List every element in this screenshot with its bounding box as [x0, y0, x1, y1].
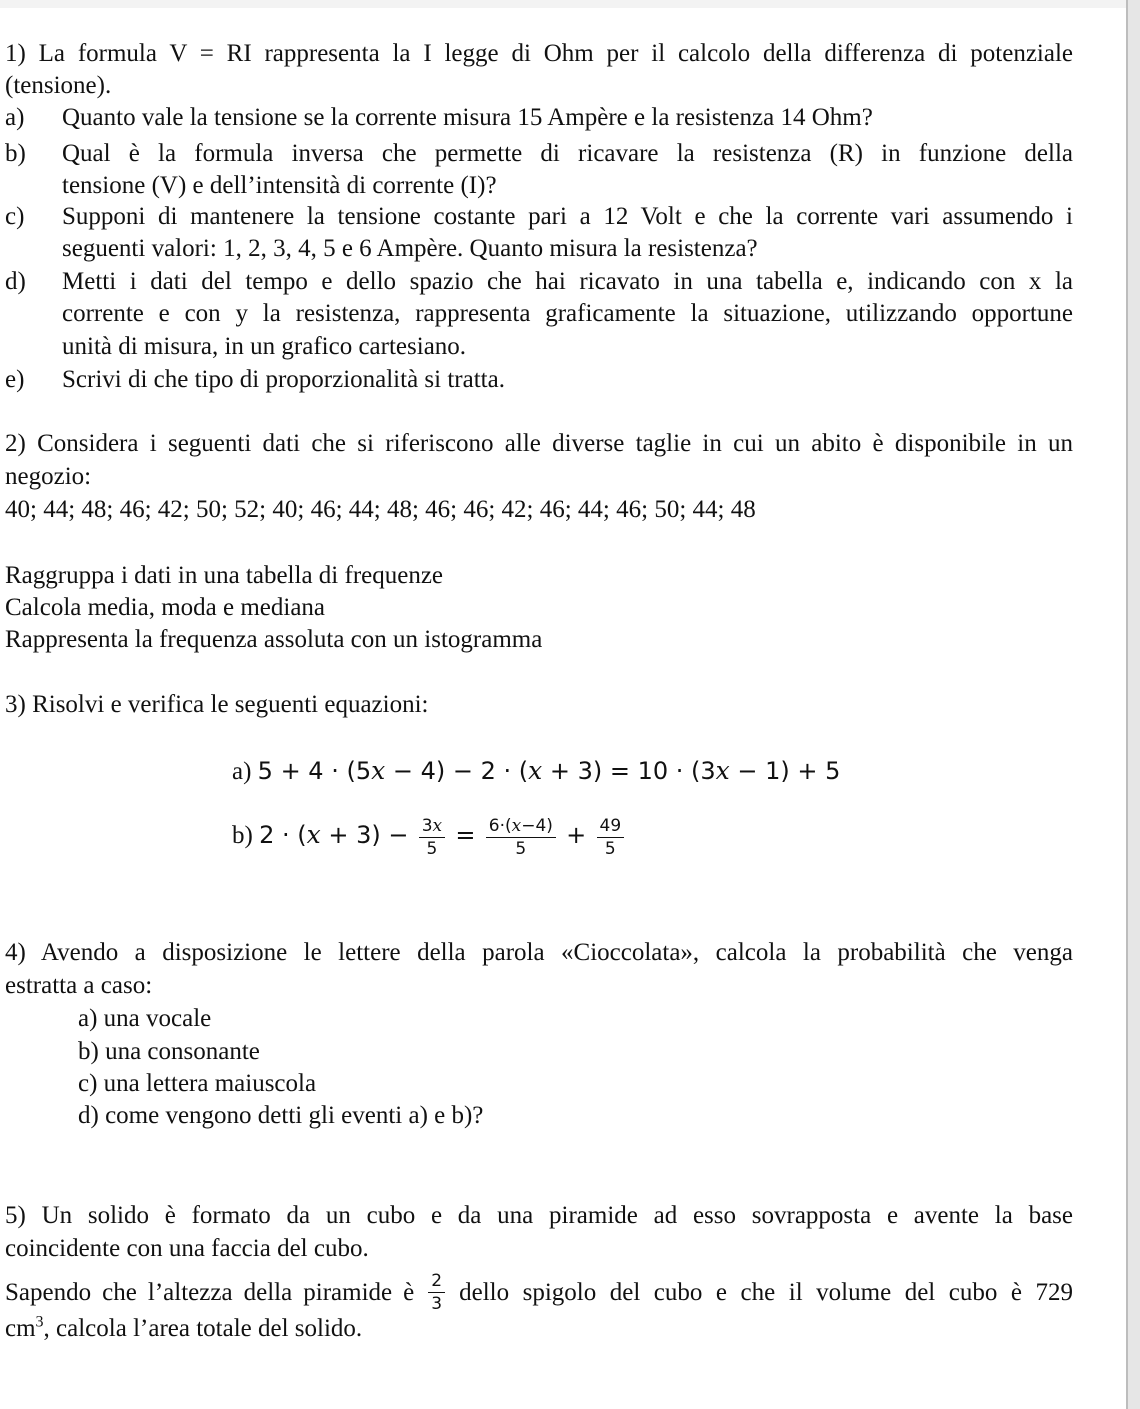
q2-task-frequency-table: Raggruppa i dati in una tabella di frequenze	[5, 562, 444, 589]
q1-intro-line-1: 1) La formula V = RI rappresenta la I legge di Ohm per il calcolo della differenza di potenziale	[5, 40, 1073, 67]
q2-intro-line-1: 2) Considera i seguenti dati che si riferiscono alle diverse taglie in cui un abito è disponibile in un	[5, 430, 1073, 457]
q5-intro-line-1: 5) Un solido è formato da un cubo e da una piramide ad esso sovrapposta e avente la base	[5, 1202, 1073, 1229]
q1-a-label: a)	[5, 104, 25, 131]
q1-c-line-2: seguenti valori: 1, 2, 3, 4, 5 e 6 Ampère. Quanto misura la resistenza?	[62, 235, 758, 262]
q1-b-line-2: tensione (V) e dell’intensità di corrente (I)?	[62, 172, 497, 199]
q1-e-text: Scrivi di che tipo di proporzionalità si tratta.	[62, 366, 505, 393]
q5-line-3-end: dello spigolo del cubo e che il volume del cubo è 729	[459, 1279, 1073, 1306]
q2-intro-line-2: negozio:	[5, 463, 92, 490]
page-right-edge	[1126, 0, 1140, 1409]
q3-b-eq-part-1: 2 · (	[259, 821, 307, 850]
q5-line-4	[5, 1313, 362, 1344]
q3-b-label: b)	[232, 822, 253, 850]
q3-b-plus: +	[566, 821, 587, 850]
q3-b-fraction-2: $\frac{6\cdot(x-4)}{5}$	[486, 815, 556, 860]
q4-intro-line-2: estratta a caso:	[5, 972, 153, 999]
q5-fraction: $\frac{2}{3}$	[428, 1270, 445, 1315]
q2-data-values: 40; 44; 48; 46; 42; 50; 52; 40; 46; 44; 48; 46; 46; 42; 46; 44; 46; 50; 44; 48	[5, 496, 756, 523]
page-top-edge	[0, 0, 1126, 8]
q3-a-equation	[232, 755, 840, 787]
q4-item-c: c) una lettera maiuscola	[78, 1070, 317, 1097]
q3-a-eq-part-3: + 3) = 10 · (3	[542, 757, 716, 785]
q3-intro: 3) Risolvi e verifica le seguenti equazioni:	[5, 691, 429, 718]
q3-b-fraction-3: $\frac{49}{5}$	[597, 815, 625, 860]
q3-b-eq-part-2: + 3) −	[320, 821, 409, 850]
q3-a-var-1: x	[371, 756, 386, 785]
q3-a-var-3: x	[715, 756, 730, 785]
q1-d-line-2: corrente e con y la resistenza, rappresenta graficamente la situazione, utilizzando opportune	[62, 300, 1073, 327]
q3-a-eq-part-4: − 1) + 5	[729, 757, 841, 785]
q2-task-mean-mode-median: Calcola media, moda e mediana	[5, 594, 326, 621]
q1-a-text: Quanto vale la tensione se la corrente misura 15 Ampère e la resistenza 14 Ohm?	[62, 104, 873, 131]
q1-b-label: b)	[5, 140, 26, 167]
q5-unit-exponent: 3	[35, 1313, 44, 1331]
q1-c-label: c)	[5, 203, 25, 230]
q2-task-histogram: Rappresenta la frequenza assoluta con un istogramma	[5, 626, 543, 653]
q3-b-fraction-1: $\frac{3x}{5}$	[419, 815, 445, 860]
q1-e-label: e)	[5, 366, 25, 393]
q5-intro-line-2: coincidente con una faccia del cubo.	[5, 1235, 369, 1262]
q4-intro-line-1: 4) Avendo a disposizione le lettere della parola «Cioccolata», calcola la probabilità che venga	[5, 939, 1073, 966]
q5-line-3	[5, 1270, 1073, 1315]
q5-line-3-start: Sapendo che l’altezza della piramide è	[5, 1279, 415, 1306]
q5-line-4-rest: , calcola l’area totale del solido.	[43, 1315, 363, 1342]
q3-b-equation	[232, 815, 628, 860]
q1-c-line-1: Supponi di mantenere la tensione costante pari a 12 Volt e che la corrente vari assumendo i	[62, 203, 1073, 230]
q4-item-a: a) una vocale	[78, 1005, 212, 1032]
q1-d-line-3: unità di misura, in un grafico cartesiano.	[62, 333, 467, 360]
q3-a-eq-part-1: 5 + 4 · (5	[257, 757, 372, 785]
q3-a-eq-part-2: − 4) − 2 · (	[385, 757, 529, 785]
q1-d-label: d)	[5, 268, 26, 295]
q4-item-d: d) come vengono detti gli eventi a) e b)?	[78, 1102, 484, 1129]
q3-a-label: a)	[232, 758, 252, 785]
q3-b-var-1: x	[306, 820, 321, 850]
q3-b-equals: =	[455, 821, 476, 850]
q1-b-line-1: Qual è la formula inversa che permette di ricavare la resistenza (R) in funzione della	[62, 140, 1073, 167]
q4-item-b: b) una consonante	[78, 1038, 260, 1065]
q1-intro-line-2: (tensione).	[5, 72, 112, 99]
q1-d-line-1: Metti i dati del tempo e dello spazio che hai ricavato in una tabella e, indicando con x la	[62, 268, 1073, 295]
q3-a-var-2: x	[528, 756, 543, 785]
q5-unit: cm	[5, 1315, 36, 1342]
